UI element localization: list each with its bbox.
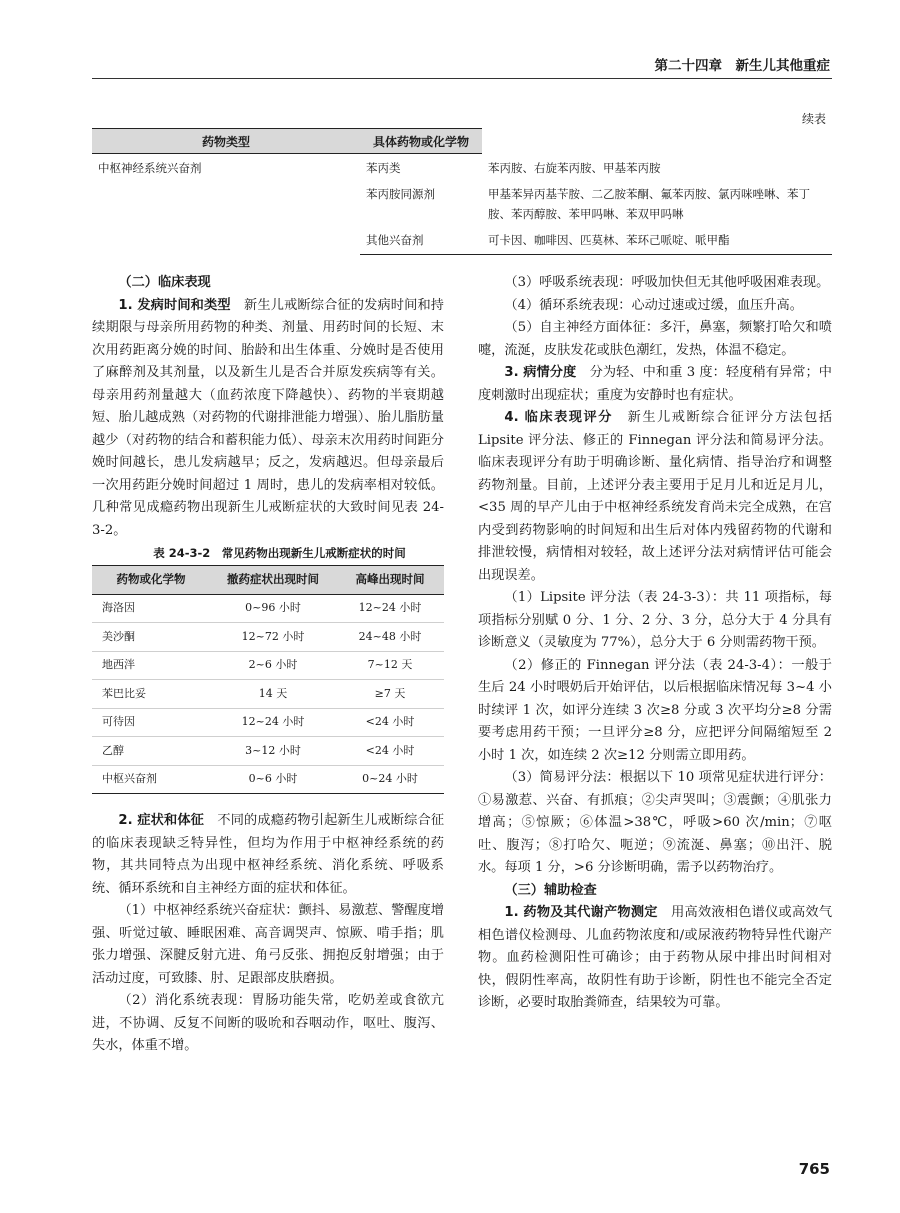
table-cell: 14 天	[210, 680, 336, 709]
table-row	[92, 651, 444, 680]
table-cell: 0~24 小时	[336, 765, 444, 794]
table-header-row	[92, 565, 444, 594]
paragraph-heading: 2. 症状和体征	[118, 813, 205, 828]
paragraph	[478, 362, 832, 407]
paragraph	[478, 407, 832, 587]
table-header-cell: 撤药症状出现时间	[210, 565, 336, 594]
drug-type-table	[92, 128, 832, 255]
table-cell: 0~6 小时	[210, 765, 336, 794]
table-cell: 地西泮	[92, 651, 210, 680]
paragraph-text: 分为轻、中和重 3 度：轻度稍有异常；中度刺激时出现症状；重度为安静时也有症状。	[478, 365, 832, 403]
chapter-title: 第二十四章 新生儿其他重症	[654, 58, 830, 74]
section-heading: （三）辅助检查	[504, 882, 597, 898]
table-cell: <24 小时	[336, 737, 444, 766]
paragraph: （3）呼吸系统表现：呼吸加快但无其他呼吸困难表现。	[504, 275, 830, 290]
paragraph: （4）循环系统表现：心动过速或过缓，血压升高。	[504, 297, 803, 313]
paragraph: （2）消化系统表现：胃肠功能失常，吃奶差或食欲亢进，不协调、反复不间断的吸吮和吞咽动作，呕吐、腹泻、失水，体重不增。	[92, 993, 444, 1053]
table-row	[92, 154, 832, 181]
table-header-cell: 药物或化学物	[92, 565, 210, 594]
table-cell: 乙醇	[92, 737, 210, 766]
drug-category: 中枢神经系统兴奋剂	[98, 161, 202, 175]
table-header-row	[92, 129, 832, 154]
paragraph	[478, 902, 832, 1015]
table-cell: 美沙酮	[92, 623, 210, 652]
paragraph: （3）简易评分法：根据以下 10 项常见症状进行评分：①易激惹、兴奋、有抓痕；②尖声哭叫；③震颤；④肌张力增高；⑤惊厥；⑥体温>38℃，呼吸>60 次/min；⑦呕吐、腹泻；⑧打哈欠、呃逆；⑨流涎、鼻塞；⑩出汗、脱水。每项 1 分，>6 分诊断明确，需予以药物治疗。	[478, 770, 832, 875]
table-row	[92, 594, 444, 623]
table-caption: 表 24-3-2 常见药物出现新生儿戒断症状的时间	[153, 546, 406, 560]
paragraph: （2）修正的 Finnegan 评分法（表 24-3-4）：一般于生后 24 小时喂奶后开始评估，以后根据临床情况每 3~4 小时续评 1 次，如评分连续 3 次≥8 分或 3 次平均分≥8 分需要考虑用药干预；一旦评分≥8 分，应把评分间隔缩短至 2 小时 1 次，如连续 2 次≥12 分则需立即用药。	[478, 657, 832, 763]
paragraph: （1）中枢神经系统兴奋症状：颤抖、易激惹、警醒度增强、听觉过敏、睡眠困难、高音调哭声、惊厥、啃手指；肌张力增强、深腱反射亢进、角弓反张、拥抱反射增强；由于活动过度，可致膝、肘、足跟部皮肤磨损。	[92, 903, 444, 986]
table-row	[92, 708, 444, 737]
table-cell: 2~6 小时	[210, 651, 336, 680]
paragraph-text: 不同的成瘾药物引起新生儿戒断综合征的临床表现缺乏特异性，但均为作用于中枢神经系统的药物，其共同特点为出现中枢神经系统、消化系统、呼吸系统、循环系统和自主神经方面的症状和体征。	[92, 813, 445, 896]
paragraph	[92, 295, 444, 543]
drug-items: 可卡因、咖啡因、匹莫林、苯环己哌啶、哌甲酯	[482, 226, 832, 255]
paragraph: （1）Lipsite 评分法（表 24-3-3）：共 11 项指标，每项指标分别赋 0 分、1 分、2 分、3 分，总分大于 4 分具有诊断意义（灵敏度为 77%），总分大于 6 分则需药物干预。	[478, 590, 832, 650]
paragraph-text: 用高效液相色谱仪或高效气相色谱仪检测母、儿血药物浓度和/或尿液药物特异性代谢产物。血药检测阳性可确诊；由于药物从尿中排出时间相对快，假阴性率高，故阴性有助于诊断，阴性也不能完全否定诊断，必要时取胎粪筛查，结果较为可靠。	[478, 905, 833, 1010]
running-header	[92, 52, 832, 79]
paragraph	[92, 810, 444, 900]
drug-subtype: 苯丙类	[366, 161, 401, 175]
table-header-cell: 药物类型	[92, 129, 360, 154]
withdrawal-time-table	[92, 565, 444, 795]
drug-subtype: 苯丙胺同源剂	[366, 187, 435, 201]
paragraph-text: 新生儿戒断综合征评分方法包括 Lipsite 评分法、修正的 Finnegan 评分法和简易评分法。临床表现评分有助于明确诊断、量化病情、指导治疗和调整药物剂量。目前，上述评分表主要用于足月儿和近足月儿，<35 周的早产儿由于中枢神经系统发育尚未完全成熟，在宫内受到药物影响的时间短和出生后对体内残留药物的代谢和排泄较慢，病情相对较轻，故上述评分法对病情评估可能会出现误差。	[478, 410, 833, 583]
drug-items: 甲基苯异丙基苄胺、二乙胺苯酮、氟苯丙胺、氯丙咪唑啉、苯丁胺、苯丙醇胺、苯甲吗啉、苯双甲吗啉	[488, 187, 810, 221]
paragraph-heading: 4. 临床表现评分	[504, 410, 613, 425]
table-cell: 可待因	[92, 708, 210, 737]
table-cell: 12~72 小时	[210, 623, 336, 652]
drug-subtype: 其他兴奋剂	[360, 226, 482, 255]
paragraph-heading: 3. 病情分度	[504, 365, 577, 380]
paragraph: （5）自主神经方面体征：多汗，鼻塞，频繁打哈欠和喷嚏，流涎，皮肤发花或肤色潮红，发热，体温不稳定。	[478, 320, 832, 358]
paragraph-text: 新生儿戒断综合征的发病时间和持续期限与母亲所用药物的种类、剂量、用药时间的长短、末次用药距离分娩的时间、胎龄和出生体重、分娩时是否使用了麻醉剂及其剂量，以及新生儿是否合并原发疾病等有关。母亲用药剂量越大（血药浓度下降越快）、药物的半衰期越短、胎儿越成熟（对药物的代谢排泄能力增强）、胎儿脂肪量越少（对药物的结合和蓄积能力低）、母亲末次用药时间距分娩时间越长，患儿发病越早；反之，发病越迟。但母亲最后一次用药距分娩时间超过 1 周时，患儿的发病率相对较低。几种常见成瘾药物出现新生儿戒断症状的大致时间见表 24-3-2。	[92, 297, 444, 538]
table-cell: 苯巴比妥	[92, 680, 210, 709]
page-number: 765	[798, 1160, 830, 1178]
table-cell: 24~48 小时	[336, 623, 444, 652]
table-row	[92, 737, 444, 766]
left-column	[92, 272, 444, 1058]
paragraph-heading: 1. 药物及其代谢产物测定	[504, 905, 658, 920]
right-column	[478, 272, 832, 1015]
table-cell: 12~24 小时	[210, 708, 336, 737]
table-header-cell: 具体药物或化学物	[360, 129, 482, 154]
table-cell: 中枢兴奋剂	[92, 765, 210, 794]
table-cell: 7~12 天	[336, 651, 444, 680]
table-cell: 海洛因	[92, 594, 210, 623]
table-row	[92, 765, 444, 794]
table-cell: 0~96 小时	[210, 594, 336, 623]
table-continued-label: 续表	[801, 112, 826, 126]
table-header-cell: 高峰出现时间	[336, 565, 444, 594]
paragraph-heading: 1. 发病时间和类型	[118, 297, 231, 313]
table-cell: 12~24 小时	[336, 594, 444, 623]
table-cell: 3~12 小时	[210, 737, 336, 766]
table-row	[92, 623, 444, 652]
table-row	[92, 680, 444, 709]
table-cell: ≥7 天	[336, 680, 444, 709]
section-heading: （二）临床表现	[118, 275, 211, 290]
drug-items: 苯丙胺、右旋苯丙胺、甲基苯丙胺	[488, 160, 661, 175]
table-cell: <24 小时	[336, 708, 444, 737]
